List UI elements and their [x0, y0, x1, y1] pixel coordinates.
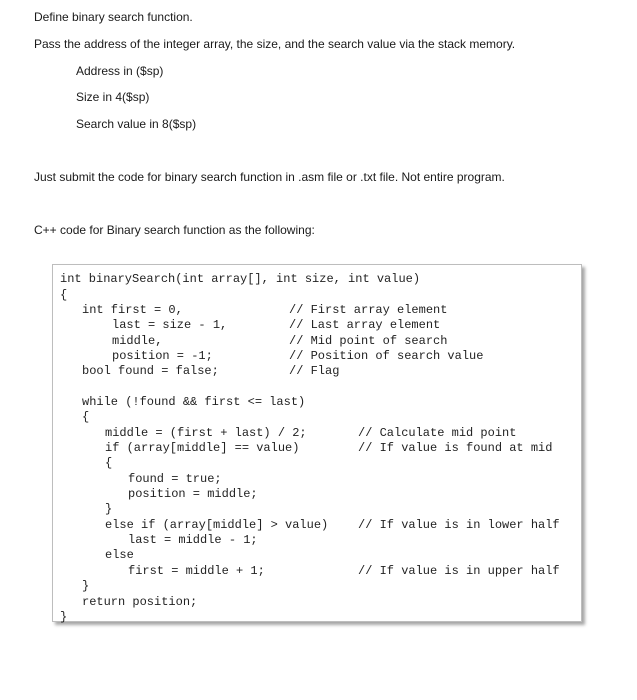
- code-line: {: [105, 456, 113, 470]
- code-comment: // If value is in lower half: [358, 518, 560, 532]
- code-line: last = middle - 1;: [128, 533, 258, 547]
- code-block: [52, 264, 582, 622]
- code-comment: // If value is in upper half: [358, 564, 560, 578]
- code-line: return position;: [82, 595, 198, 609]
- submit-note: Just submit the code for binary search function in .asm file or .txt file. Not entire program.: [34, 170, 505, 184]
- code-comment: // Last array element: [289, 318, 441, 332]
- code-comment: // Calculate mid point: [358, 426, 517, 440]
- code-line: last = size - 1,: [112, 318, 228, 332]
- code-line: bool found = false;: [82, 364, 219, 378]
- code-comment: // Position of search value: [289, 349, 484, 363]
- param-size: Size in 4($sp): [76, 90, 150, 104]
- code-line: else: [105, 548, 134, 562]
- param-address: Address in ($sp): [76, 64, 164, 78]
- instruction-define: Define binary search function.: [34, 10, 193, 24]
- code-line: position = middle;: [128, 487, 258, 501]
- code-line: {: [60, 288, 68, 302]
- code-line: found = true;: [128, 472, 222, 486]
- param-search-value: Search value in 8($sp): [76, 117, 197, 131]
- code-line: {: [82, 410, 90, 424]
- code-intro: C++ code for Binary search function as the following:: [34, 223, 315, 237]
- code-line: position = -1;: [112, 349, 213, 363]
- code-line: }: [105, 502, 113, 516]
- instruction-pass-args: Pass the address of the integer array, the size, and the search value via the stack memory.: [34, 37, 516, 51]
- code-line: }: [82, 579, 90, 593]
- code-line: middle = (first + last) / 2;: [105, 426, 307, 440]
- code-line: if (array[middle] == value): [105, 441, 300, 455]
- code-comment: // Flag: [289, 364, 340, 378]
- code-line: middle,: [112, 334, 163, 348]
- code-comment: // First array element: [289, 303, 448, 317]
- code-line: }: [60, 610, 68, 624]
- code-line: int first = 0,: [82, 303, 183, 317]
- code-comment: // Mid point of search: [289, 334, 448, 348]
- code-line: int binarySearch(int array[], int size, int value): [60, 272, 421, 286]
- code-comment: // If value is found at mid: [358, 441, 553, 455]
- code-line: while (!found && first <= last): [82, 395, 306, 409]
- code-line: first = middle + 1;: [128, 564, 265, 578]
- code-line: else if (array[middle] > value): [105, 518, 329, 532]
